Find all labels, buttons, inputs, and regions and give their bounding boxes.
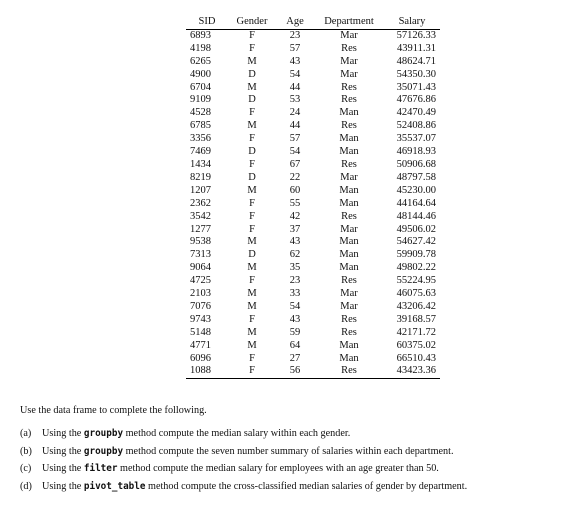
cell-gender: F [249, 352, 255, 364]
cell-sid: 8219 [190, 171, 211, 183]
cell-department: Mar [340, 300, 358, 312]
cell-sid: 9064 [190, 262, 211, 274]
cell-department: Res [341, 326, 357, 338]
column-header-gender: Gender [228, 16, 276, 29]
cell-department: Man [339, 339, 359, 351]
table-row [186, 69, 440, 82]
cell-salary: 45230.00 [396, 184, 436, 196]
task-code: filter [83, 463, 118, 474]
cell-salary: 59909.78 [396, 249, 436, 261]
cell-salary: 39168.57 [396, 313, 436, 325]
cell-gender: F [249, 275, 255, 287]
table-row [186, 365, 440, 378]
cell-department: Mar [340, 288, 358, 300]
table-row [186, 29, 440, 42]
cell-gender: M [247, 339, 257, 351]
task-list [20, 428, 467, 498]
column-header-department: Department [314, 16, 384, 29]
cell-salary: 43206.42 [396, 300, 436, 312]
cell-gender: D [248, 249, 256, 261]
cell-salary: 49802.22 [396, 262, 436, 274]
cell-gender: M [247, 120, 257, 132]
cell-age: 57 [289, 133, 301, 145]
cell-department: Mar [340, 29, 358, 41]
cell-department: Man [339, 236, 359, 248]
cell-age: 59 [289, 326, 301, 338]
cell-gender: F [249, 210, 255, 222]
task-text-pre: Using the [42, 463, 84, 474]
task-text-post: method compute the median salary within each gender. [123, 428, 351, 439]
cell-age: 22 [289, 171, 301, 183]
cell-department: Res [341, 313, 357, 325]
cell-gender: F [249, 29, 255, 41]
cell-sid: 6096 [190, 352, 211, 364]
cell-gender: F [228, 365, 276, 378]
cell-gender: M [247, 300, 257, 312]
table-row [186, 314, 440, 327]
cell-gender: F [249, 42, 255, 54]
cell-age: 54 [289, 68, 301, 80]
task-item [20, 446, 467, 464]
cell-sid: 7469 [190, 146, 211, 158]
cell-sid: 1434 [190, 158, 211, 170]
task-code: groupby [83, 445, 124, 457]
cell-gender: F [249, 133, 255, 145]
cell-gender: M [247, 288, 257, 300]
cell-salary: 55224.95 [396, 275, 436, 287]
task-item [20, 481, 467, 499]
cell-sid: 6893 [190, 29, 211, 41]
cell-gender: D [248, 68, 256, 80]
cell-age: 33 [289, 288, 301, 300]
cell-gender: M [247, 55, 257, 67]
cell-department: Man [339, 107, 359, 119]
cell-age: 23 [289, 275, 301, 287]
cell-salary: 42171.72 [396, 326, 436, 338]
cell-department: Man [339, 133, 359, 145]
cell-department: Man [339, 262, 359, 274]
cell-salary: 60375.02 [396, 339, 436, 351]
cell-salary: 43911.31 [397, 42, 436, 54]
cell-salary: 54350.30 [396, 68, 436, 80]
cell-department: Res [341, 158, 357, 170]
cell-gender: M [247, 184, 257, 196]
cell-gender: D [248, 146, 256, 158]
task-code: pivot_table [83, 480, 146, 492]
cell-department: Man [339, 146, 359, 158]
cell-department: Man [339, 197, 359, 209]
cell-sid: 4528 [190, 107, 211, 119]
cell-age: 43 [289, 313, 301, 325]
cell-sid: 9538 [190, 236, 211, 248]
cell-sid: 1277 [190, 223, 211, 235]
cell-sid: 6265 [190, 55, 211, 67]
cell-age: 53 [289, 94, 301, 106]
salary-table [186, 16, 440, 379]
cell-age: 62 [289, 249, 301, 261]
instructions-text: Use the data frame to complete the following. [20, 405, 207, 416]
cell-gender: F [249, 313, 255, 325]
cell-age: 55 [289, 197, 301, 209]
cell-department: Mar [340, 223, 358, 235]
table-row [186, 211, 440, 224]
cell-salary: 35071.43 [396, 81, 436, 93]
cell-age: 43 [289, 55, 301, 67]
table-row [186, 249, 440, 262]
cell-sid: 6704 [190, 81, 211, 93]
cell-gender: F [249, 197, 255, 209]
cell-sid: 5148 [190, 326, 211, 338]
cell-department: Res [314, 365, 384, 378]
cell-sid: 1088 [186, 365, 228, 378]
cell-sid: 6785 [190, 120, 211, 132]
cell-age: 60 [289, 184, 301, 196]
cell-age: 24 [289, 107, 301, 119]
cell-sid: 7313 [190, 249, 211, 261]
table-row [186, 198, 440, 211]
cell-salary: 66510.43 [396, 352, 436, 364]
column-header-age: Age [276, 16, 314, 29]
task-item [20, 428, 467, 446]
task-label: (d) [20, 480, 32, 492]
cell-department: Res [341, 210, 357, 222]
cell-salary: 44164.64 [396, 197, 436, 209]
cell-age: 57 [289, 42, 301, 54]
table-body [186, 29, 440, 378]
cell-gender: F [249, 158, 255, 170]
cell-sid: 2362 [190, 197, 211, 209]
cell-sid: 3542 [190, 210, 211, 222]
table-row [186, 120, 440, 133]
cell-department: Res [341, 275, 357, 287]
cell-salary: 43423.36 [384, 365, 440, 378]
cell-age: 43 [289, 236, 301, 248]
cell-department: Mar [340, 55, 358, 67]
cell-sid: 3356 [190, 133, 211, 145]
cell-department: Mar [340, 68, 358, 80]
cell-salary: 52408.86 [396, 120, 436, 132]
cell-age: 44 [289, 120, 301, 132]
task-label: (a) [20, 428, 32, 439]
cell-age: 54 [289, 300, 301, 312]
cell-salary: 35537.07 [396, 133, 436, 145]
task-item [20, 463, 467, 481]
table-row [186, 327, 440, 340]
task-text-post: method compute the cross-classified median salaries of gender by department. [145, 480, 468, 492]
cell-department: Man [339, 184, 359, 196]
table-row [186, 56, 440, 69]
table-row [186, 353, 440, 366]
table-header-row [186, 16, 440, 29]
table-row [186, 159, 440, 172]
cell-salary: 42470.49 [396, 107, 436, 119]
task-label: (c) [20, 463, 32, 474]
cell-sid: 2103 [190, 288, 211, 300]
table-row [186, 236, 440, 249]
table-row [186, 185, 440, 198]
cell-age: 35 [289, 262, 301, 274]
task-label: (b) [20, 445, 32, 457]
cell-department: Man [339, 352, 359, 364]
column-header-sid: SID [186, 16, 228, 29]
cell-sid: 9109 [190, 94, 211, 106]
cell-department: Res [341, 120, 357, 132]
cell-age: 67 [289, 158, 301, 170]
cell-gender: D [248, 171, 256, 183]
cell-sid: 4198 [190, 42, 211, 54]
cell-department: Man [339, 249, 359, 261]
cell-gender: M [247, 262, 257, 274]
cell-sid: 7076 [190, 300, 211, 312]
table-row [186, 146, 440, 159]
cell-salary: 48624.71 [396, 55, 436, 67]
cell-salary: 49506.02 [396, 223, 436, 235]
cell-department: Res [341, 42, 357, 54]
table-row [186, 43, 440, 56]
cell-age: 64 [289, 339, 301, 351]
cell-sid: 4900 [190, 68, 211, 80]
cell-salary: 48144.46 [396, 210, 436, 222]
cell-sid: 9743 [190, 313, 211, 325]
table-row [186, 172, 440, 185]
cell-gender: F [249, 107, 255, 119]
table-row [186, 82, 440, 95]
cell-salary: 57126.33 [396, 29, 436, 41]
table-row [186, 275, 440, 288]
cell-sid: 1207 [190, 184, 211, 196]
cell-sid: 4725 [190, 275, 211, 287]
cell-department: Mar [340, 171, 358, 183]
cell-salary: 50906.68 [396, 158, 436, 170]
table-row [186, 301, 440, 314]
cell-age: 42 [289, 210, 301, 222]
table-row [186, 262, 440, 275]
cell-department: Res [341, 94, 357, 106]
task-text-pre: Using the [42, 428, 84, 439]
cell-age: 44 [289, 81, 301, 93]
cell-salary: 48797.58 [396, 171, 436, 183]
task-text-pre: Using the [42, 480, 84, 492]
cell-age: 23 [289, 29, 301, 41]
cell-salary: 47676.86 [396, 94, 436, 106]
table-row [186, 107, 440, 120]
table-row [186, 288, 440, 301]
table-row [186, 133, 440, 146]
cell-gender: M [247, 326, 257, 338]
cell-age: 56 [276, 365, 314, 378]
cell-age: 54 [289, 146, 301, 158]
table-row [186, 340, 440, 353]
cell-age: 27 [289, 352, 301, 364]
cell-gender: M [247, 236, 257, 248]
task-text-post: method compute the seven number summary of salaries within each department. [123, 445, 454, 457]
cell-salary: 46075.63 [396, 288, 436, 300]
cell-gender: M [247, 81, 257, 93]
table-row [186, 224, 440, 237]
cell-department: Res [341, 81, 357, 93]
cell-salary: 46918.93 [396, 146, 436, 158]
cell-gender: D [248, 94, 256, 106]
cell-salary: 54627.42 [396, 236, 436, 248]
cell-age: 37 [289, 223, 301, 235]
task-code: groupby [83, 428, 124, 439]
task-text-post: method compute the median salary for employees with an age greater than 50. [117, 463, 439, 474]
column-header-salary: Salary [384, 16, 440, 29]
cell-sid: 4771 [190, 339, 211, 351]
task-text-pre: Using the [42, 445, 84, 457]
table-row [186, 94, 440, 107]
cell-gender: F [249, 223, 255, 235]
